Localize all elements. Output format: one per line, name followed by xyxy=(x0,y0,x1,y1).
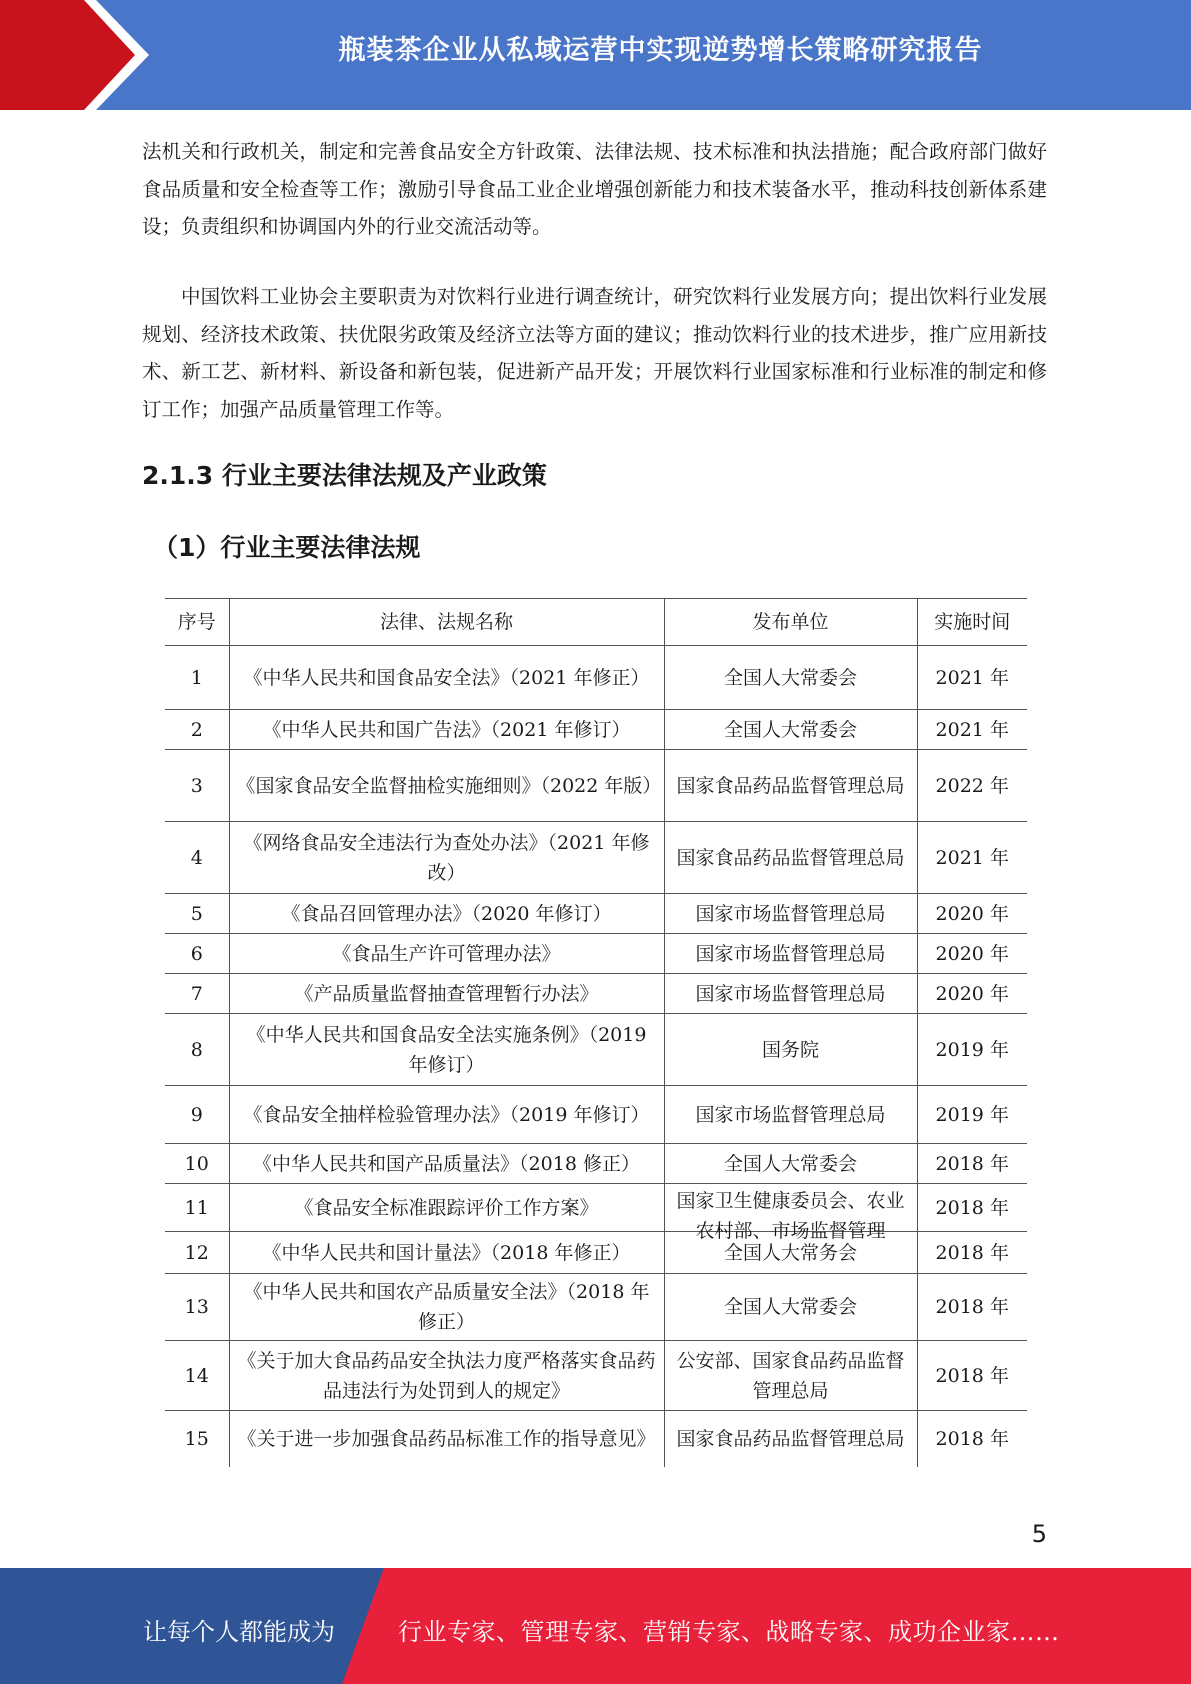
table-row xyxy=(165,934,1027,974)
cell-law-name: 《中华人民共和国食品安全法实施条例》（2019 年修订） xyxy=(229,1014,664,1086)
table-row xyxy=(165,822,1027,894)
header-chevron-graphic xyxy=(0,0,160,110)
cell-publisher: 国家食品药品监督管理总局 xyxy=(664,822,917,894)
cell-index: 4 xyxy=(165,822,229,894)
cell-publisher: 公安部、国家食品药品监督管理总局 xyxy=(664,1341,917,1411)
table-row xyxy=(165,1184,1027,1232)
cell-date: 2019 年 xyxy=(917,1086,1027,1144)
cell-law-name: 《食品安全抽样检验管理办法》（2019 年修订） xyxy=(229,1086,664,1144)
body-paragraph-2: 中国饮料工业协会主要职责为对饮料行业进行调查统计，研究饮料行业发展方向；提出饮料行业发展规划、经济技术政策、扶优限劣政策及经济立法等方面的建议；推动饮料行业的技术进步，推广应用新技术、新工艺、新材料、新设备和新包装，促进新产品开发；开展饮料行业国家标准和行业标准的制定和修订工作；加强产品质量管理工作等。 xyxy=(142,285,1047,421)
cell-publisher xyxy=(664,1184,917,1242)
cell-law-name: 《网络食品安全违法行为查处办法》（2021 年修改） xyxy=(229,822,664,894)
cell-publisher: 全国人大常委会 xyxy=(664,1274,917,1341)
cell-publisher: 国家食品药品监督管理总局 xyxy=(664,1411,917,1467)
cell-date: 2021 年 xyxy=(917,710,1027,750)
table-row xyxy=(165,1144,1027,1184)
table-row xyxy=(165,1232,1027,1274)
cell-index: 14 xyxy=(165,1341,229,1411)
cell-law-name: 《食品安全标准跟踪评价工作方案》 xyxy=(229,1184,664,1232)
column-header-publisher: 发布单位 xyxy=(664,599,917,646)
cell-date: 2018 年 xyxy=(917,1341,1027,1411)
cell-law-name: 《中华人民共和国广告法》（2021 年修订） xyxy=(229,710,664,750)
cell-law-name: 《中华人民共和国农产品质量安全法》（2018 年修正） xyxy=(229,1274,664,1341)
cell-date: 2021 年 xyxy=(917,646,1027,710)
report-title: 瓶装茶企业从私域运营中实现逆势增长策略研究报告 xyxy=(338,35,983,66)
cell-index: 12 xyxy=(165,1232,229,1274)
cell-law-name: 《食品生产许可管理办法》 xyxy=(229,934,664,974)
cell-index: 3 xyxy=(165,750,229,822)
cell-publisher: 国家市场监督管理总局 xyxy=(664,934,917,974)
cell-publisher: 国家市场监督管理总局 xyxy=(664,894,917,934)
cell-index: 5 xyxy=(165,894,229,934)
subsection-heading: （1）行业主要法律法规 xyxy=(153,533,421,562)
body-paragraph-1: 法机关和行政机关，制定和完善食品安全方针政策、法律法规、技术标准和执法措施；配合政府部门做好食品质量和安全检查等工作；激励引导食品工业企业增强创新能力和技术装备水平，推动科技创新体系建设；负责组织和协调国内外的行业交流活动等。 xyxy=(142,140,1047,238)
cell-law-name: 《国家食品安全监督抽检实施细则》（2022 年版） xyxy=(229,750,664,822)
cell-index: 10 xyxy=(165,1144,229,1184)
cell-date: 2019 年 xyxy=(917,1014,1027,1086)
column-header-date: 实施时间 xyxy=(917,599,1027,646)
cell-index: 1 xyxy=(165,646,229,710)
cell-index: 8 xyxy=(165,1014,229,1086)
cell-law-name: 《中华人民共和国计量法》（2018 年修正） xyxy=(229,1232,664,1274)
cell-law-name: 《食品召回管理办法》（2020 年修订） xyxy=(229,894,664,934)
cell-index: 2 xyxy=(165,710,229,750)
cell-publisher: 国家食品药品监督管理总局 xyxy=(664,750,917,822)
section-heading: 2.1.3 行业主要法律法规及产业政策 xyxy=(142,461,547,490)
cell-index: 13 xyxy=(165,1274,229,1341)
cell-index: 11 xyxy=(165,1184,229,1232)
cell-publisher: 全国人大常委会 xyxy=(664,646,917,710)
cell-date: 2020 年 xyxy=(917,894,1027,934)
cell-date: 2018 年 xyxy=(917,1411,1027,1467)
cell-date: 2018 年 xyxy=(917,1274,1027,1341)
column-header-index: 序号 xyxy=(165,599,229,646)
cell-date: 2022 年 xyxy=(917,750,1027,822)
table-row xyxy=(165,646,1027,710)
table-row xyxy=(165,1086,1027,1144)
table-row xyxy=(165,1411,1027,1467)
cell-index: 7 xyxy=(165,974,229,1014)
page-number: 5 xyxy=(1031,1520,1047,1548)
red-chevron-shape xyxy=(0,0,135,110)
cell-law-name: 《关于加大食品药品安全执法力度严格落实食品药品违法行为处罚到人的规定》 xyxy=(229,1341,664,1411)
cell-index: 9 xyxy=(165,1086,229,1144)
cell-publisher: 全国人大常委会 xyxy=(664,710,917,750)
cell-law-name: 《关于进一步加强食品药品标准工作的指导意见》 xyxy=(229,1411,664,1467)
table-row xyxy=(165,894,1027,934)
cell-index: 6 xyxy=(165,934,229,974)
footer-slogan-left: 让每个人都能成为 xyxy=(143,1618,335,1646)
table-row xyxy=(165,710,1027,750)
cell-law-name: 《产品质量监督抽查管理暂行办法》 xyxy=(229,974,664,1014)
cell-law-name: 《中华人民共和国食品安全法》（2021 年修正） xyxy=(229,646,664,710)
cell-law-name: 《中华人民共和国产品质量法》（2018 修正） xyxy=(229,1144,664,1184)
cell-publisher: 国务院 xyxy=(664,1014,917,1086)
cell-publisher: 国家市场监督管理总局 xyxy=(664,1086,917,1144)
table-row xyxy=(165,1014,1027,1086)
column-header-name: 法律、法规名称 xyxy=(229,599,664,646)
cell-date: 2018 年 xyxy=(917,1232,1027,1274)
laws-regulations-table xyxy=(165,598,1027,1467)
cell-publisher: 国家市场监督管理总局 xyxy=(664,974,917,1014)
table-row xyxy=(165,1274,1027,1341)
cell-index: 15 xyxy=(165,1411,229,1467)
cell-date: 2021 年 xyxy=(917,822,1027,894)
table-row xyxy=(165,1341,1027,1411)
cell-publisher-clipped-text: 国家卫生健康委员会、农业农村部、市场监督管理 xyxy=(676,1189,905,1242)
cell-publisher: 全国人大常务会 xyxy=(664,1232,917,1274)
table-header-row xyxy=(165,599,1027,646)
cell-date: 2018 年 xyxy=(917,1184,1027,1232)
cell-date: 2020 年 xyxy=(917,974,1027,1014)
header-band xyxy=(0,0,1191,110)
table-row xyxy=(165,750,1027,822)
table-row xyxy=(165,974,1027,1014)
cell-date: 2018 年 xyxy=(917,1144,1027,1184)
cell-publisher: 全国人大常委会 xyxy=(664,1144,917,1184)
footer-slogan-right: 行业专家、管理专家、营销专家、战略专家、成功企业家…… xyxy=(398,1618,1060,1646)
cell-date: 2020 年 xyxy=(917,934,1027,974)
